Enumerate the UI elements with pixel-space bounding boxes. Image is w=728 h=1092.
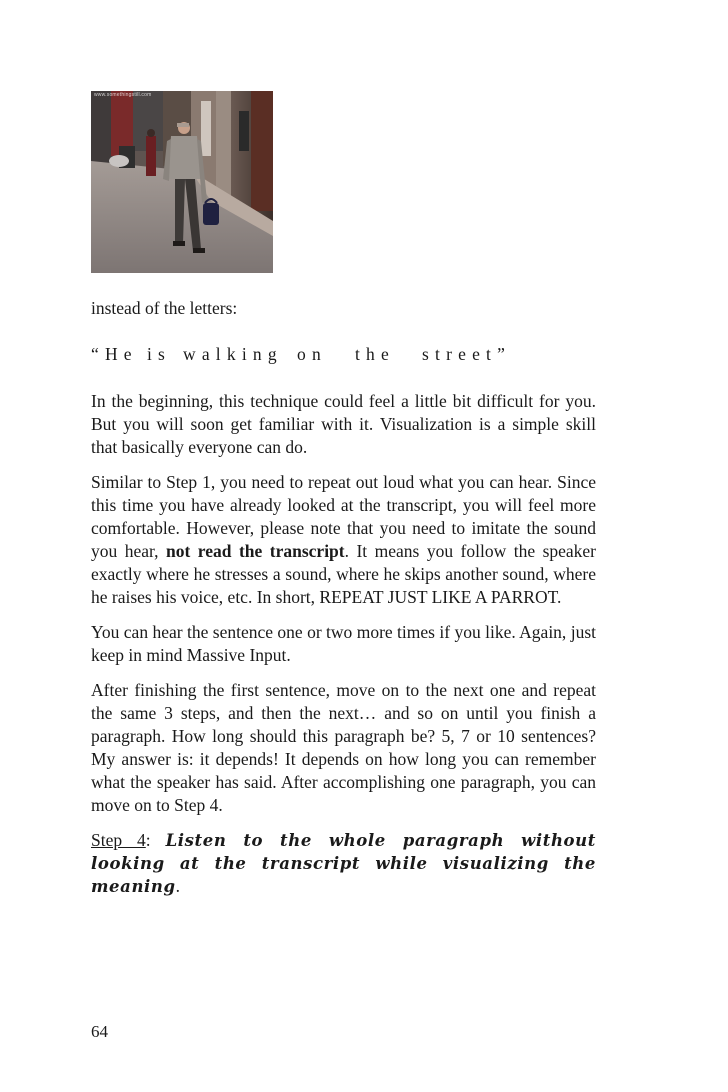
paragraph-1: In the beginning, this technique could feel a little bit difficult for you. But you will soon get familiar with it. Visualization is a simple skill that basically everyone can do.	[91, 391, 596, 457]
step-label: Step 4	[91, 830, 146, 850]
spaced-word-5: the	[355, 344, 395, 364]
photo-watermark: www.somethingstill.com	[94, 92, 152, 98]
paragraph-3: You can hear the sentence one or two more times if you like. Again, just keep in mind Massive Input.	[91, 622, 596, 665]
paragraph-2: Similar to Step 1, you need to repeat out loud what you can hear. Since this time you have already looked at the transcript, you will feel more comfortable. However, please note that you need to imitate the sound you hear, not read the transcript. It means you follow the speaker exactly where he stresses a sound, where he skips another sound, where he raises his voice, etc. In short, REPEAT JUST LIKE A PARROT.	[91, 472, 597, 607]
spaced-sentence	[91, 343, 596, 366]
spaced-word-3: walking	[183, 344, 283, 364]
book-page	[91, 0, 596, 1092]
spaced-word-4: on	[297, 344, 327, 364]
lead-text: instead of the letters:	[91, 298, 238, 318]
body-text	[91, 390, 596, 910]
paragraph-4: After finishing the first sentence, move on to the next one and repeat the same 3 steps, and then the next… and so on until you finish a paragraph. How long should this paragraph be? 5, 7 or 10 sentences? My answer is: it depends! It depends on how long you can remember what the speaker has said. After accomplishing one paragraph, you can move on to Step 4.	[91, 680, 596, 815]
spaced-word-1: “He	[91, 344, 138, 364]
page-number: 64	[91, 1022, 108, 1041]
man-walking-street-image	[91, 91, 273, 273]
emphasis-not-read-transcript: not read the transcript	[166, 541, 345, 561]
street-photo	[91, 91, 273, 273]
spaced-word-2: is	[147, 344, 172, 364]
step-heading: Step 4: Listen to the whole paragraph without looking at the transcript while visualizing the meaning.	[91, 830, 596, 896]
spaced-word-6: street”	[422, 344, 512, 364]
step-title: Listen to the whole paragraph without looking at the transcript while visualizing the meaning	[91, 831, 596, 896]
